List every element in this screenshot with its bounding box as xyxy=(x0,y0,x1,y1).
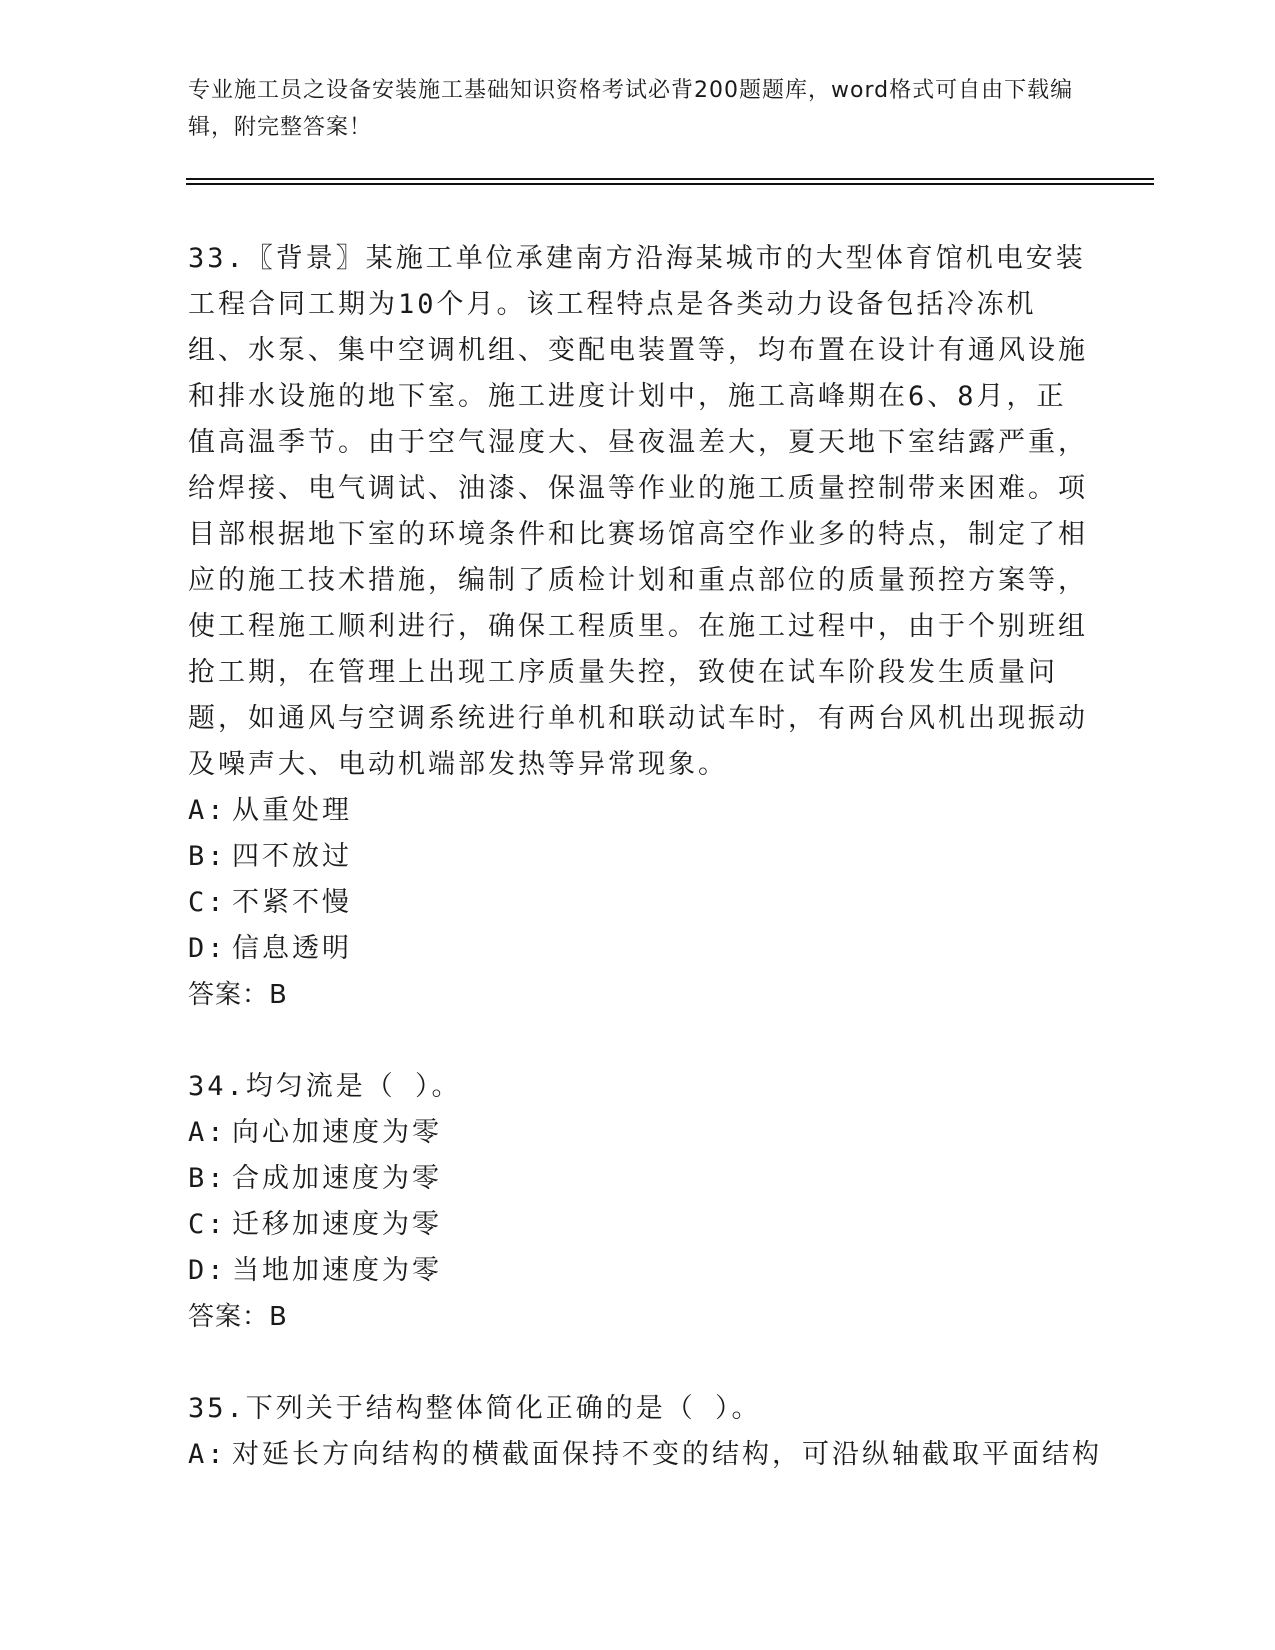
question-33 xyxy=(188,236,1088,1018)
answer: 答案：B xyxy=(188,980,288,1010)
option-c xyxy=(188,880,1088,926)
option-label: A: xyxy=(188,795,227,826)
document-title: 专业施工员之设备安装施工基础知识资格考试必背200题题库，word格式可自由下载编辑，附完整答案！ xyxy=(188,78,1074,140)
option-text: 四不放过 xyxy=(232,841,352,872)
header-divider-bottom xyxy=(186,183,1154,185)
question-35 xyxy=(188,1386,1102,1478)
option-text: 向心加速度为零 xyxy=(232,1117,442,1148)
option-c xyxy=(188,1202,1088,1248)
option-text: 合成加速度为零 xyxy=(232,1163,442,1194)
option-label: D: xyxy=(188,933,227,964)
document-header xyxy=(188,72,1088,146)
question-text: 34.均匀流是（ ）。 xyxy=(188,1071,462,1102)
option-text: 迁移加速度为零 xyxy=(232,1209,442,1240)
option-b xyxy=(188,834,1088,880)
option-b xyxy=(188,1156,1088,1202)
option-a xyxy=(188,788,1088,834)
answer: 答案：B xyxy=(188,1302,288,1332)
header-divider-top xyxy=(186,178,1154,180)
question-text: 35.下列关于结构整体简化正确的是（ ）。 xyxy=(188,1393,762,1424)
question-text: 33.〖背景〗某施工单位承建南方沿海某城市的大型体育馆机电安装工程合同工期为10个月。该工程特点是各类动力设备包括冷冻机组、水泵、集中空调机组、变配电装置等，均布置在设计有通风设施和排水设施的地下室。施工进度计划中，施工高峰期在6、8月，正值高温季节。由于空气湿度大、昼夜温差大，夏天地下室结露严重，给焊接、电气调试、油漆、保温等作业的施工质量控制带来困难。项目部根据地下室的环境条件和比赛场馆高空作业多的特点，制定了相应的施工技术措施，编制了质检计划和重点部位的质量预控方案等，使工程施工顺利进行，确保工程质里。在施工过程中，由于个别班组抢工期，在管理上出现工序质量失控，致使在试车阶段发生质量问题，如通风与空调系统进行单机和联动试车时，有两台风机出现振动及噪声大、电动机端部发热等异常现象。 xyxy=(188,243,1088,780)
option-d xyxy=(188,1248,1088,1294)
question-list xyxy=(188,236,1102,1524)
option-text: 当地加速度为零 xyxy=(232,1255,442,1286)
option-label: D: xyxy=(188,1255,227,1286)
option-label: B: xyxy=(188,1163,227,1194)
option-d xyxy=(188,926,1088,972)
option-text: 从重处理 xyxy=(232,795,352,826)
option-label: A: xyxy=(188,1439,227,1470)
option-label: A: xyxy=(188,1117,227,1148)
option-label: C: xyxy=(188,887,227,918)
option-label: B: xyxy=(188,841,227,872)
option-text: 对延长方向结构的横截面保持不变的结构，可沿纵轴截取平面结构 xyxy=(232,1439,1102,1470)
option-label: C: xyxy=(188,1209,227,1240)
option-text: 不紧不慢 xyxy=(232,887,352,918)
option-a xyxy=(188,1432,1102,1478)
option-a xyxy=(188,1110,1088,1156)
option-text: 信息透明 xyxy=(232,933,352,964)
question-34 xyxy=(188,1064,1088,1340)
